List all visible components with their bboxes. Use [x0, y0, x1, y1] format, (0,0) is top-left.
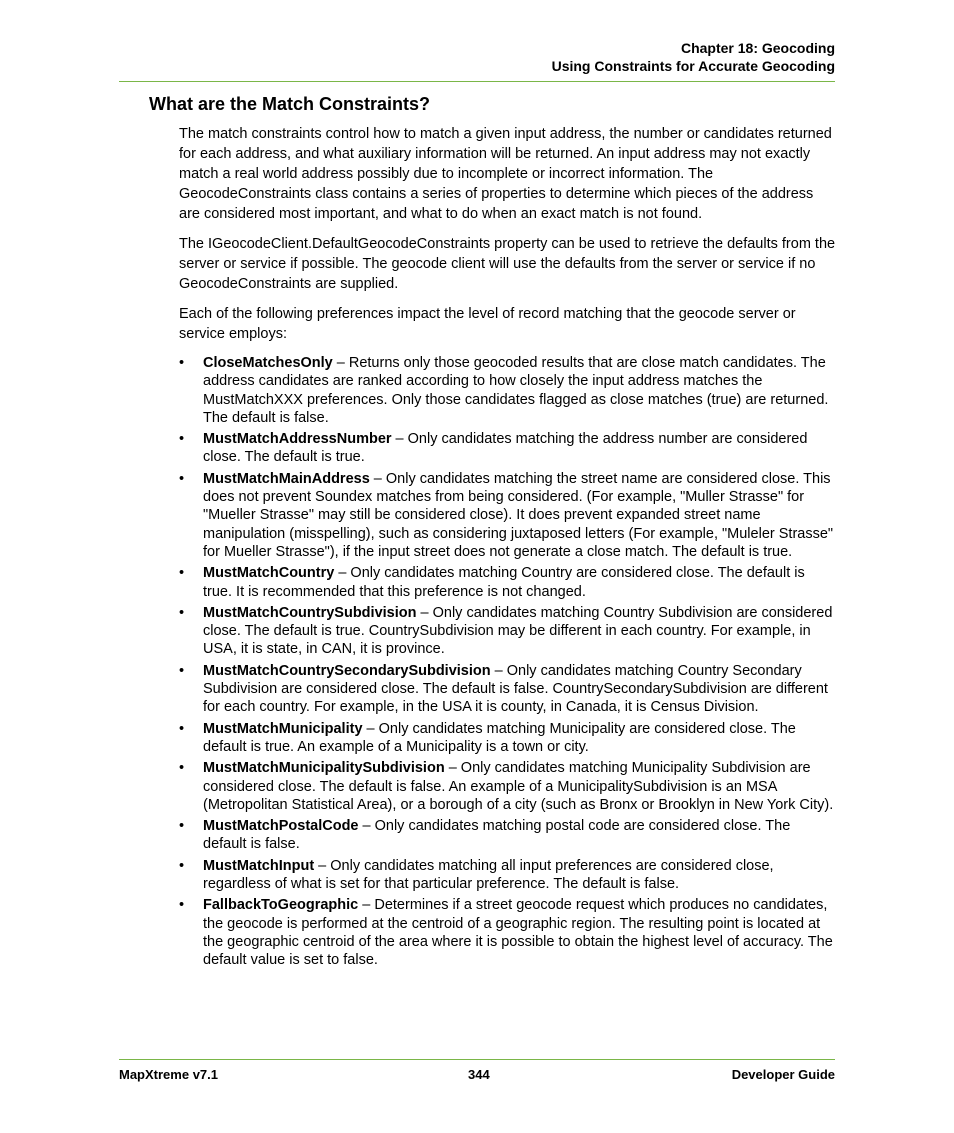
list-item	[179, 759, 837, 814]
page-title: What are the Match Constraints?	[149, 94, 431, 114]
list-item	[179, 817, 837, 854]
constraint-description: – Returns only those geocoded results that are close match candidates. The address candidates are ranked according to how closely the input address matches the MustMatchXXX preferences. Only those candidates flagged as close matches (true) are returned. The default is false.	[203, 355, 829, 426]
chapter-title: Chapter 18: Geocoding	[680, 40, 835, 56]
defaults-paragraph: The IGeocodeClient.DefaultGeocodeConstraints property can be used to retrieve the defaults from the server or service if possible. The geocode client will use the defaults from the server or service if no GeocodeConstraints are supplied.	[179, 236, 836, 292]
list-item	[179, 720, 837, 757]
constraint-term: MustMatchMunicipality	[203, 720, 363, 737]
bullet-icon: •	[179, 818, 185, 835]
section-title-running: Using Constraints for Accurate Geocoding	[551, 58, 835, 74]
constraint-description: – Only candidates matching Country Secondary Subdivision are considered close. The default is false. CountrySecondarySubdivision are different for each country. For example, in the USA it is county, in Canada, it is Census Division.	[203, 662, 828, 716]
constraint-term: MustMatchCountry	[203, 565, 335, 582]
bullet-icon: •	[179, 760, 185, 777]
bullet-icon: •	[179, 857, 185, 874]
bullet-icon: •	[179, 355, 185, 371]
constraint-term: MustMatchAddressNumber	[203, 431, 392, 448]
list-item	[179, 662, 837, 717]
list-item	[179, 354, 837, 427]
bullet-icon: •	[179, 897, 185, 914]
bullet-icon: •	[179, 565, 185, 582]
constraint-description: – Only candidates matching postal code are considered close. The default is false.	[203, 818, 791, 853]
bullet-icon: •	[179, 431, 185, 448]
list-item	[179, 857, 837, 894]
list-item	[179, 430, 837, 467]
constraint-term: MustMatchMunicipalitySubdivision	[203, 760, 445, 777]
page-number: 344	[468, 1067, 490, 1082]
page-footer	[119, 1059, 835, 1087]
guide-name: Developer Guide	[731, 1067, 835, 1082]
bullet-icon: •	[179, 604, 185, 621]
constraint-description: – Determines if a street geocode request which produces no candidates, the geocode is performed at the centroid of a geographic region. The resulting point is located at the geographic centroid of the area where it is possible to obtain the highest level of accuracy. The default value is set to false.	[203, 897, 833, 969]
constraint-term: MustMatchInput	[203, 857, 315, 874]
main-content	[179, 124, 837, 973]
list-item	[179, 896, 837, 969]
constraint-list	[179, 354, 837, 970]
list-item	[179, 564, 837, 601]
constraint-description: – Only candidates matching the address number are considered close. The default is true.	[203, 431, 808, 466]
list-item	[179, 470, 837, 561]
constraint-term: MustMatchPostalCode	[203, 818, 359, 835]
constraint-term: FallbackToGeographic	[203, 897, 359, 914]
bullet-icon: •	[179, 662, 185, 679]
constraint-description: – Only candidates matching the street name are considered close. This does not prevent Soundex matches from being considered. (For example, "Muller Strasse" for "Mueller Strasse" may still be considered close). It does prevent expanded street name manipulation (misspelling), such as considering juxtaposed letters (For example, "Muleler Strasse" for Mueller Strasse"), if the input street does not generate a close match. The default is true.	[203, 470, 834, 560]
constraint-term: MustMatchCountrySecondarySubdivision	[203, 662, 491, 679]
constraint-term: CloseMatchesOnly	[203, 355, 333, 371]
page-header	[119, 39, 835, 82]
constraint-description: – Only candidates matching Municipality are considered close. The default is true. An example of a Municipality is a town or city.	[203, 720, 796, 755]
product-name: MapXtreme v7.1	[119, 1067, 218, 1082]
constraint-description: – Only candidates matching Country Subdivision are considered close. The default is true. CountrySubdivision may be different in each country. For example, in USA, it is state, in CAN, it is province.	[203, 604, 833, 658]
bullet-icon: •	[179, 720, 185, 737]
constraint-term: MustMatchMainAddress	[203, 470, 370, 487]
list-item	[179, 604, 837, 659]
preferences-paragraph: Each of the following preferences impact the level of record matching that the geocode server or service employs:	[179, 306, 796, 342]
intro-paragraph: The match constraints control how to match a given input address, the number or candidates returned for each address, and what auxiliary information will be returned. An input address may not exactly match a real world address possibly due to incomplete or incorrect information. The GeocodeConstraints class contains a series of properties to determine which pieces of the address are considered most important, and what to do when an exact match is not found.	[179, 126, 832, 222]
constraint-description: – Only candidates matching Municipality Subdivision are considered close. The default is false. An example of a MunicipalitySubdivision is an MSA (Metropolitan Statistical Area), or a borough of a city (such as Bronx or Brooklyn in New York City).	[203, 760, 834, 813]
constraint-description: – Only candidates matching all input preferences are considered close, regardless of what is set for that particular preference. The default is false.	[203, 857, 774, 893]
bullet-icon: •	[179, 470, 185, 487]
constraint-description: – Only candidates matching Country are considered close. The default is true. It is recommended that this preference is not changed.	[203, 565, 805, 600]
constraint-term: MustMatchCountrySubdivision	[203, 604, 417, 621]
